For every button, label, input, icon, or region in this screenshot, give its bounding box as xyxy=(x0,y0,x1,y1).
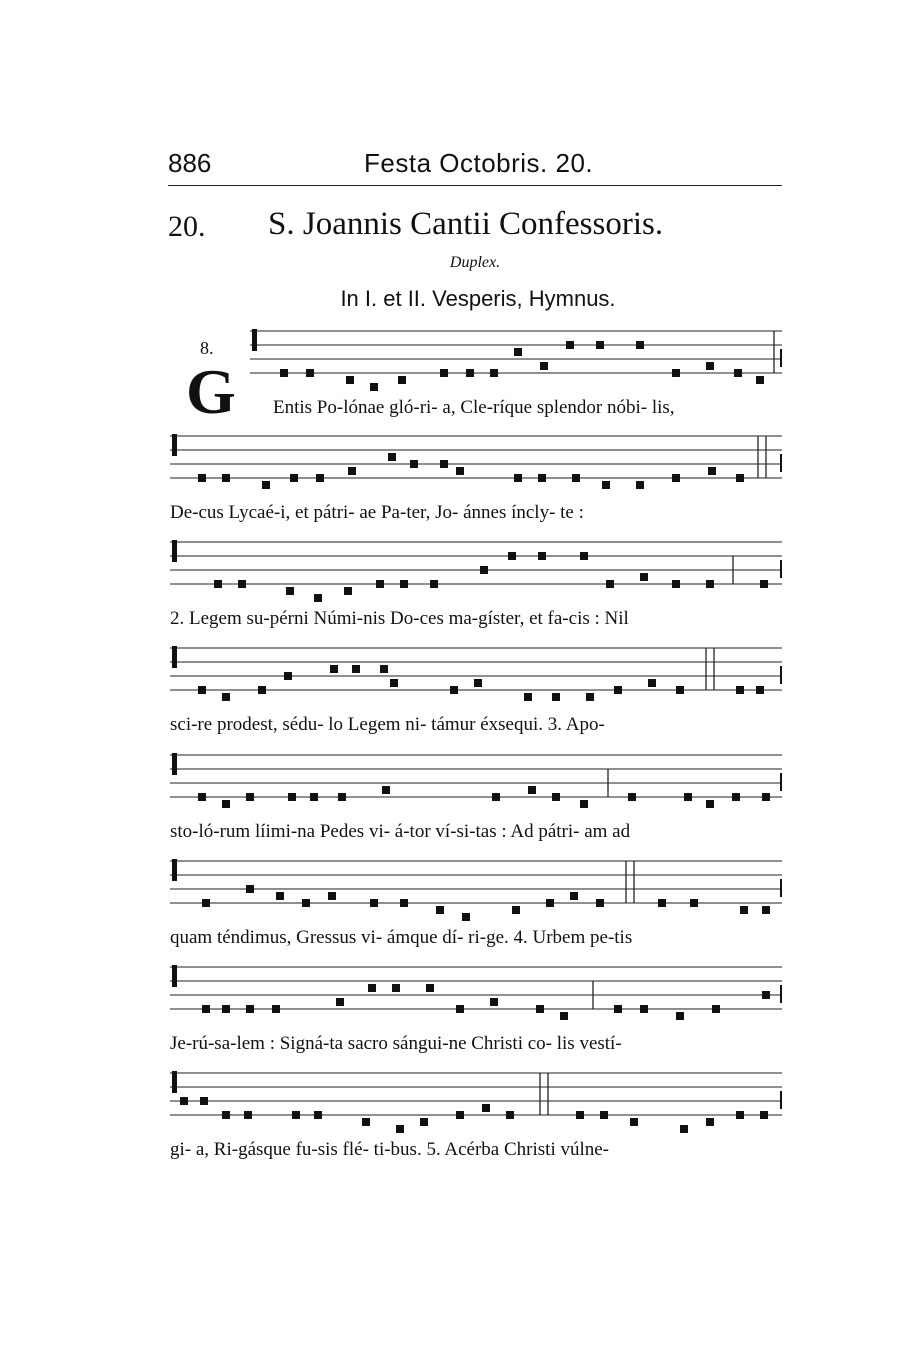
neume xyxy=(480,566,488,574)
neume xyxy=(640,573,648,581)
neume xyxy=(410,460,418,468)
neume xyxy=(420,1118,428,1126)
neume xyxy=(272,1005,280,1013)
neume xyxy=(512,906,520,914)
neume xyxy=(292,1111,300,1119)
neume xyxy=(736,686,744,694)
neume xyxy=(314,1111,322,1119)
neume xyxy=(508,552,516,560)
neume xyxy=(398,376,406,384)
neume xyxy=(400,580,408,588)
lyric-line: 2. Legem su-pérni Númi-nis Do-ces ma-gíster, et fa-cis : Nil xyxy=(170,608,629,629)
neume xyxy=(600,1111,608,1119)
neume xyxy=(244,1111,252,1119)
neume xyxy=(280,369,288,377)
neume xyxy=(490,369,498,377)
neume xyxy=(740,906,748,914)
neume xyxy=(238,580,246,588)
neume xyxy=(376,580,384,588)
feast-rank: Duplex. xyxy=(449,254,501,271)
neume xyxy=(286,587,294,595)
neume xyxy=(672,369,680,377)
neume xyxy=(246,1005,254,1013)
neume xyxy=(436,906,444,914)
neume xyxy=(514,474,522,482)
neume xyxy=(538,474,546,482)
neume xyxy=(586,693,594,701)
neume xyxy=(596,899,604,907)
neume xyxy=(330,665,338,673)
lyric-line: Je-rú-sa-lem : Signá-ta sacro sángui-ne Christi co- lis vestí- xyxy=(170,1033,622,1054)
initial-letter: G xyxy=(186,356,236,427)
neume xyxy=(756,686,764,694)
page-number: 886 xyxy=(168,148,212,178)
neume xyxy=(440,460,448,468)
chant-staff xyxy=(0,426,900,506)
neume xyxy=(388,453,396,461)
neume xyxy=(400,899,408,907)
neume xyxy=(630,1118,638,1126)
neume xyxy=(528,786,536,794)
neume xyxy=(734,369,742,377)
neume xyxy=(348,467,356,475)
neume xyxy=(560,1012,568,1020)
neume xyxy=(180,1097,188,1105)
c-clef xyxy=(172,434,177,456)
neume xyxy=(762,906,770,914)
neume xyxy=(760,580,768,588)
neume xyxy=(474,679,482,687)
neume xyxy=(338,793,346,801)
neume xyxy=(222,1111,230,1119)
neume xyxy=(538,552,546,560)
neume xyxy=(392,984,400,992)
chant-staff xyxy=(0,638,900,718)
neume xyxy=(736,1111,744,1119)
chant-staff xyxy=(0,1063,900,1143)
header-rule xyxy=(168,185,782,186)
neume xyxy=(672,474,680,482)
neume xyxy=(222,474,230,482)
neume xyxy=(310,793,318,801)
neume xyxy=(570,892,578,900)
neume xyxy=(456,467,464,475)
neume xyxy=(222,800,230,808)
neume xyxy=(202,899,210,907)
neume xyxy=(640,1005,648,1013)
c-clef xyxy=(252,329,257,351)
neume xyxy=(514,348,522,356)
c-clef xyxy=(172,965,177,987)
neume xyxy=(262,481,270,489)
neume xyxy=(536,1005,544,1013)
neume xyxy=(456,1005,464,1013)
neume xyxy=(566,341,574,349)
neume xyxy=(606,580,614,588)
neume xyxy=(614,686,622,694)
neume xyxy=(396,1125,404,1133)
neume xyxy=(684,793,692,801)
neume xyxy=(214,580,222,588)
chant-staff xyxy=(0,532,900,612)
neume xyxy=(346,376,354,384)
neume xyxy=(546,899,554,907)
chant-staff xyxy=(0,957,900,1037)
neume xyxy=(288,793,296,801)
neume xyxy=(614,1005,622,1013)
neume xyxy=(576,1111,584,1119)
neume xyxy=(370,899,378,907)
neume xyxy=(368,984,376,992)
neume xyxy=(580,800,588,808)
neume xyxy=(524,693,532,701)
lyric-line: gi- a, Ri-gásque fu-sis flé- ti-bus. 5. Acérba Christi vúlne- xyxy=(170,1139,610,1160)
mode-number: 8. xyxy=(200,338,214,358)
neume xyxy=(450,686,458,694)
lyric-line: sci-re prodest, sédu- lo Legem ni- támur éxsequi. 3. Apo- xyxy=(170,714,605,735)
neume xyxy=(706,580,714,588)
neume xyxy=(222,1005,230,1013)
neume xyxy=(648,679,656,687)
neume xyxy=(246,885,254,893)
neume xyxy=(762,991,770,999)
neume xyxy=(246,793,254,801)
neume xyxy=(732,793,740,801)
neume xyxy=(706,800,714,808)
lyric-line: Entis Po-lónae gló-ri- a, Cle-ríque splendor nóbi- lis, xyxy=(273,397,675,418)
neume xyxy=(506,1111,514,1119)
neume xyxy=(572,474,580,482)
feast-number: 20. xyxy=(168,210,206,243)
c-clef xyxy=(172,540,177,562)
neume xyxy=(552,793,560,801)
neume xyxy=(462,913,470,921)
neume xyxy=(628,793,636,801)
neume xyxy=(430,580,438,588)
neume xyxy=(198,686,206,694)
c-clef xyxy=(172,1071,177,1093)
neume xyxy=(602,481,610,489)
neume xyxy=(382,786,390,794)
neume xyxy=(316,474,324,482)
neume xyxy=(676,1012,684,1020)
neume xyxy=(490,998,498,1006)
neume xyxy=(362,1118,370,1126)
neume xyxy=(440,369,448,377)
neume xyxy=(466,369,474,377)
c-clef xyxy=(172,646,177,668)
neume xyxy=(352,665,360,673)
neume xyxy=(380,665,388,673)
neume xyxy=(492,793,500,801)
neume xyxy=(306,369,314,377)
neume xyxy=(672,580,680,588)
neume xyxy=(706,362,714,370)
neume xyxy=(198,474,206,482)
neume xyxy=(760,1111,768,1119)
neume xyxy=(552,693,560,701)
neume xyxy=(690,899,698,907)
neume xyxy=(336,998,344,1006)
neume xyxy=(756,376,764,384)
neume xyxy=(314,594,322,602)
neume xyxy=(290,474,298,482)
neume xyxy=(222,693,230,701)
neume xyxy=(708,467,716,475)
chant-staff xyxy=(0,851,900,931)
neume xyxy=(596,341,604,349)
page-header xyxy=(168,148,784,182)
lyric-line: sto-ló-rum líimi-na Pedes vi- á-tor ví-si-tas : Ad pátri- am ad xyxy=(170,821,631,842)
neume xyxy=(762,793,770,801)
lyric-line: quam téndimus, Gressus vi- ámque dí- ri-ge. 4. Urbem pe-tis xyxy=(170,927,633,948)
neume xyxy=(284,672,292,680)
neume xyxy=(680,1125,688,1133)
neume xyxy=(426,984,434,992)
neume xyxy=(706,1118,714,1126)
chant-staff xyxy=(0,745,900,825)
c-clef xyxy=(172,753,177,775)
neume xyxy=(482,1104,490,1112)
lyric-line: De-cus Lycaé-i, et pátri- ae Pa-ter, Jo- ánnes íncly- te : xyxy=(170,502,584,523)
neume xyxy=(736,474,744,482)
neume xyxy=(676,686,684,694)
neume xyxy=(390,679,398,687)
running-title: Festa Octobris. 20. xyxy=(364,148,594,178)
neume xyxy=(370,383,378,391)
feast-title: S. Joannis Cantii Confessoris. xyxy=(268,206,664,242)
chant-staff xyxy=(0,321,900,401)
neume xyxy=(540,362,548,370)
neume xyxy=(636,341,644,349)
neume xyxy=(658,899,666,907)
neume xyxy=(202,1005,210,1013)
hymn-heading: In I. et II. Vesperis, Hymnus. xyxy=(340,286,616,311)
neume xyxy=(328,892,336,900)
neume xyxy=(636,481,644,489)
neume xyxy=(580,552,588,560)
neume xyxy=(302,899,310,907)
c-clef xyxy=(172,859,177,881)
neume xyxy=(276,892,284,900)
neume xyxy=(198,793,206,801)
neume xyxy=(456,1111,464,1119)
neume xyxy=(712,1005,720,1013)
neume xyxy=(200,1097,208,1105)
neume xyxy=(344,587,352,595)
neume xyxy=(258,686,266,694)
